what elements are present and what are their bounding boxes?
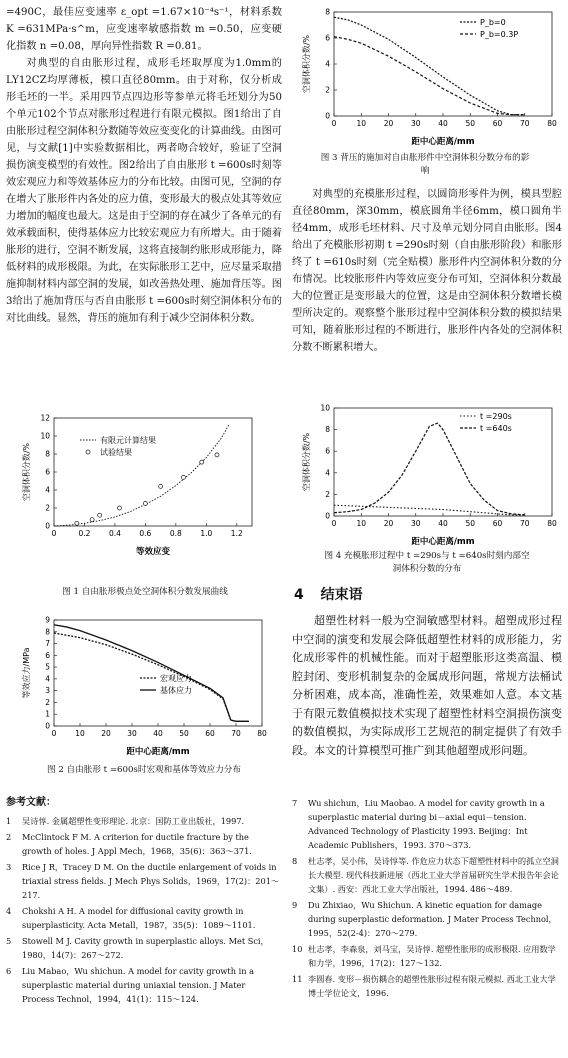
figure-3-chart <box>300 4 560 150</box>
y-tick-label: 4 <box>325 468 330 478</box>
x-axis-label: 距中心距离/mm <box>126 747 190 757</box>
paragraph: 对典型的自由胀形过程，成形毛坯取厚度为1.0mm的LY12CZ均厚薄板，模口直径80mm。由于对称，仅分析成形毛坯的一半。采用四节点四边形等参单元将毛坯划分为50个单元102个节点对胀形过程进行有限元模拟。图1给出了自由胀形过程空洞体积分数随等效应变变化的计算曲线。由图可见，与文献[1]中实验数据相比，两者吻合较好，验证了空洞损伤演变模型的有效性。图2给出了自由胀形 t =600s时刻等效宏观应力和等效基体应力的分布比较。由图可见，空洞的存在增大了胀形件内各处的应力值，变形最大的极点处其等效应力增加的幅度也最大。这是由于空洞的存在减少了各单元的有效承载面积，使得基体应力比较宏观应力有所增大。由于随着胀形的进行，空洞不断发展，这将直接制约胀形成形能力，降低材料的成形极限。为此，在实际胀形工艺中，应尽量采取措施抑制材料内部空洞的发展，如改善热处理、施加背压等。图3给出了施加背压与否自由胀形 t =600s时刻空洞体积分布的对比曲线。显然，背压的施加有利于减少空洞体积分数。 <box>6 58 282 324</box>
reference-item <box>292 898 562 940</box>
x-tick-label: 0.8 <box>169 529 182 538</box>
legend-label: 基体应力 <box>160 686 192 695</box>
y-tick-label: 6 <box>45 650 50 660</box>
legend-label: P_b=0 <box>480 18 506 27</box>
x-tick-label: 50 <box>179 729 189 738</box>
reference-text: 李圆春. 变形－损伤耦合的超塑性胀形过程有限元模拟. 西北工业大学博士学位论文，1996. <box>308 974 556 998</box>
y-axis-label: 空洞体积分数/% <box>302 432 311 492</box>
y-tick-label: 12 <box>40 413 50 423</box>
reference-text: Liu Mabao，Wu shichun. A model for cavity growth in a superplastic material during uniaxial tension. J Mater Process Technol，1994，41(1)：115～124. <box>22 966 254 1004</box>
references-right <box>292 796 562 1002</box>
x-tick-label: 80 <box>547 119 557 128</box>
x-tick-label: 0 <box>331 119 337 128</box>
figure-4-caption: 图 4 充模胀形过程中 t =290s与 t =640s时刻内部空洞体积分数的分布 <box>324 551 530 574</box>
x-tick-label: 60 <box>492 519 503 528</box>
reference-number: 2 <box>6 832 12 842</box>
figure-3-caption: 图 3 背压的施加对自由胀形件中空洞体积分数分布的影响 <box>320 153 530 176</box>
figure-2-caption: 图 2 自由胀形 t =600s时宏观和基体等效应力分布 <box>47 765 241 775</box>
reference-number: 7 <box>292 798 298 808</box>
legend-label: t =640s <box>480 424 512 433</box>
data-point <box>143 502 147 506</box>
y-tick-label: 4 <box>325 59 330 69</box>
reference-text: 吴诗惇. 金属超塑性变形理论. 北京：国防工业出版社，1997. <box>22 816 245 826</box>
reference-item <box>6 964 280 1006</box>
legend-label: 试验结果 <box>100 448 132 457</box>
y-tick-label: 1 <box>45 709 50 719</box>
y-tick-label: 9 <box>45 615 50 625</box>
reference-item <box>6 814 280 828</box>
data-point <box>200 460 204 464</box>
data-point <box>90 518 94 522</box>
reference-item <box>292 854 562 896</box>
x-tick-label: 30 <box>410 119 421 128</box>
data-point <box>159 484 163 488</box>
reference-item <box>292 942 562 970</box>
y-tick-label: 10 <box>40 431 50 441</box>
plot-frame <box>334 12 552 116</box>
left-body-text <box>6 4 282 327</box>
y-tick-label: 8 <box>45 449 50 459</box>
x-tick-label: 70 <box>519 519 530 528</box>
y-tick-label: 0 <box>325 511 330 521</box>
reference-number: 10 <box>292 944 303 954</box>
y-tick-label: 8 <box>325 425 330 435</box>
x-tick-label: 50 <box>465 519 476 528</box>
data-point <box>98 513 102 517</box>
data-point <box>181 475 185 479</box>
x-tick-label: 70 <box>231 729 241 738</box>
x-tick-label: 80 <box>257 729 267 738</box>
x-tick-label: 1.2 <box>230 529 243 538</box>
reference-number: 8 <box>292 856 298 866</box>
legend-label: t =290s <box>480 412 512 421</box>
x-axis-label: 等效应变 <box>135 547 171 557</box>
y-tick-label: 6 <box>45 467 50 477</box>
x-tick-label: 80 <box>547 519 557 528</box>
legend-swatch <box>86 450 90 454</box>
y-tick-label: 4 <box>45 674 50 684</box>
legend-label: P_b=0.3P <box>480 30 519 39</box>
y-tick-label: 2 <box>325 85 330 95</box>
plot-frame <box>54 418 252 526</box>
x-tick-label: 1.0 <box>200 529 213 538</box>
x-axis-label: 距中心距离/mm <box>411 137 475 147</box>
x-axis-label: 距中心距离/mm <box>411 537 475 547</box>
section-title: 结束语 <box>320 587 363 603</box>
figure-4-chart <box>300 400 560 550</box>
reference-number: 3 <box>6 862 12 872</box>
x-tick-label: 40 <box>153 729 163 738</box>
x-tick-label: 0.2 <box>78 529 91 538</box>
reference-number: 5 <box>6 936 12 946</box>
y-tick-label: 10 <box>320 403 330 413</box>
legend-label: 有限元计算结果 <box>100 436 156 445</box>
x-tick-label: 40 <box>438 519 448 528</box>
plot-frame <box>334 408 552 516</box>
figure-1-caption: 图 1 自由胀形极点处空洞体积分数发展曲线 <box>62 587 228 597</box>
reference-text: Rice J R，Tracey D M. On the ductile enlargement of voids in triaxial stress fields. J Mech Phys Solids，1969，17(2)：201～217. <box>22 862 280 900</box>
plot-frame <box>54 620 262 726</box>
reference-text: 杜志孝，吴小伟，吴诗惇等. 作危应力状态下超塑性材料中的孤立空洞长大模型. 现代科技新进展（西北工业大学首届研究生学术报告年会论文集）. 西安：西北工业大学出版社，1994. 486～489. <box>308 856 559 894</box>
x-tick-label: 0 <box>51 529 57 538</box>
y-tick-label: 0 <box>45 521 50 531</box>
y-tick-label: 2 <box>45 503 50 513</box>
reference-text: Wu shichun，Liu Maobao. A model for cavity growth in a superplastic material during bi－axial equi－tension. Advanced Technology of Plasticity 1993. Beijing：Int Academic Publishers，1993. 370～373. <box>308 798 545 850</box>
reference-item <box>292 972 562 1000</box>
reference-item <box>292 796 562 852</box>
reference-text: McClintock F M. A criterion for ductile fracture by the growth of holes. J Appl Mech，1968，35(6)：363～371. <box>22 832 252 856</box>
x-tick-label: 40 <box>438 119 448 128</box>
paragraph: =490C，最佳应变速率 ε_opt =1.67×10⁻⁴s⁻¹，材料系数 K =631MPa·s^m，应变速率敏感指数 m =0.50，应变硬化指数 n =0.08，厚向异性指数 R =0.81。 <box>6 7 282 52</box>
right-body-text <box>292 186 562 356</box>
reference-text: Du Zhixiao，Wu Shichun. A kinetic equation for damage during superplastic deformation. J Mater Process Technol，1995，52(2-4)：270～279. <box>308 900 557 938</box>
series-line <box>54 633 249 721</box>
paragraph: 对典型的充模胀形过程，以圆筒形零件为例，模具型腔直径80mm，深30mm，模底圆角半径6mm，模口圆角半径4mm，成形毛坯材料、尺寸及单元划分同自由胀形。图4给出了充模胀形初期 t =290s时刻（自由胀形阶段）和胀形终了 t =610s时刻（完全贴模）胀形件内空洞体积分数的分布情况。比较胀形件内等效应变分布可知，空洞体积分数最大的位置正是变形最大的位置，这是由空洞体积分数增长模型所决定的。观察整个胀形过程中空洞体积分数的模拟结果可知，随着胀形过程的不断进行，胀形件内各处的空洞体积分数不断累积增大。 <box>292 189 562 353</box>
y-tick-label: 4 <box>45 485 50 495</box>
y-tick-label: 3 <box>45 686 50 696</box>
y-tick-label: 2 <box>45 697 50 707</box>
reference-number: 1 <box>6 816 12 826</box>
reference-item <box>6 830 280 858</box>
x-tick-label: 10 <box>356 519 367 528</box>
conclusion-text <box>292 612 562 760</box>
references-left <box>6 796 280 1008</box>
y-tick-label: 8 <box>45 627 50 637</box>
figure-2-chart <box>20 612 270 760</box>
reference-number: 9 <box>292 900 298 910</box>
y-axis-label: 空洞体积分数/% <box>302 34 311 94</box>
section-heading <box>294 584 363 604</box>
y-tick-label: 0 <box>45 721 50 731</box>
x-tick-label: 60 <box>205 729 215 738</box>
x-tick-label: 0 <box>51 729 57 738</box>
reference-item <box>6 934 280 962</box>
y-tick-label: 0 <box>325 111 330 121</box>
y-tick-label: 8 <box>325 7 330 17</box>
x-tick-label: 50 <box>465 119 476 128</box>
reference-number: 6 <box>6 966 12 976</box>
data-point <box>215 453 219 457</box>
x-tick-label: 20 <box>383 519 394 528</box>
x-tick-label: 0.6 <box>139 529 152 538</box>
reference-number: 11 <box>292 974 303 984</box>
reference-text: Chokshi A H. A model for diffusional cavity growth in superplasticity. Acta Metall，1987，35(5)：1089～1101. <box>22 906 256 930</box>
legend-label: 宏观应力 <box>160 674 192 683</box>
x-tick-label: 0.4 <box>108 529 121 538</box>
reference-text: Stowell M J. Cavity growth in superplastic alloys. Met Sci，1980，14(7)：267～272. <box>22 936 269 960</box>
series-line <box>334 423 525 515</box>
y-tick-label: 7 <box>45 639 50 649</box>
reference-number: 4 <box>6 906 12 916</box>
y-tick-label: 6 <box>325 446 330 456</box>
x-tick-label: 10 <box>356 119 367 128</box>
y-tick-label: 5 <box>45 662 50 672</box>
x-tick-label: 10 <box>75 729 85 738</box>
y-tick-label: 2 <box>325 489 330 499</box>
references-heading: 参考文献： <box>6 797 56 808</box>
series-line <box>334 37 525 115</box>
figure-1-chart <box>20 410 260 560</box>
reference-text: 杜志孝，李森泉，刘马宝，吴诗惇. 超塑性胀形的成形极限. 应用数学和力学，1996，17(2)：127～132. <box>308 944 556 968</box>
data-point <box>75 521 79 525</box>
y-axis-label: 空洞体积分数/% <box>22 442 31 502</box>
reference-item <box>6 860 280 902</box>
x-tick-label: 20 <box>383 119 394 128</box>
x-tick-label: 70 <box>519 119 530 128</box>
y-tick-label: 6 <box>325 33 330 43</box>
paragraph: 超塑性材料一般为空洞敏感型材料。超塑成形过程中空洞的演变和发展会降低超塑性材料的成形能力，劣化成形零件的机械性能。而对于超塑胀形这类高温、模腔封闭、变形机制复杂的金属成形问题，常规方法桶试分析困难，成本高，准确性差，效果难如人意。本文基于有限元数值模拟技术实现了超塑性材料空洞损伤演变的数值模拟，为实际成形工艺规范的制定提供了有效手段。本文的计算模型可推广到其他超塑成形问题。 <box>292 614 562 757</box>
x-tick-label: 30 <box>410 519 421 528</box>
y-axis-label: 等效应力/MPa <box>22 647 31 699</box>
data-point <box>117 506 121 510</box>
x-tick-label: 30 <box>127 729 137 738</box>
x-tick-label: 20 <box>101 729 111 738</box>
reference-item <box>6 904 280 932</box>
section-number: 4 <box>294 587 304 603</box>
x-tick-label: 0 <box>331 519 337 528</box>
x-tick-label: 60 <box>492 119 503 128</box>
